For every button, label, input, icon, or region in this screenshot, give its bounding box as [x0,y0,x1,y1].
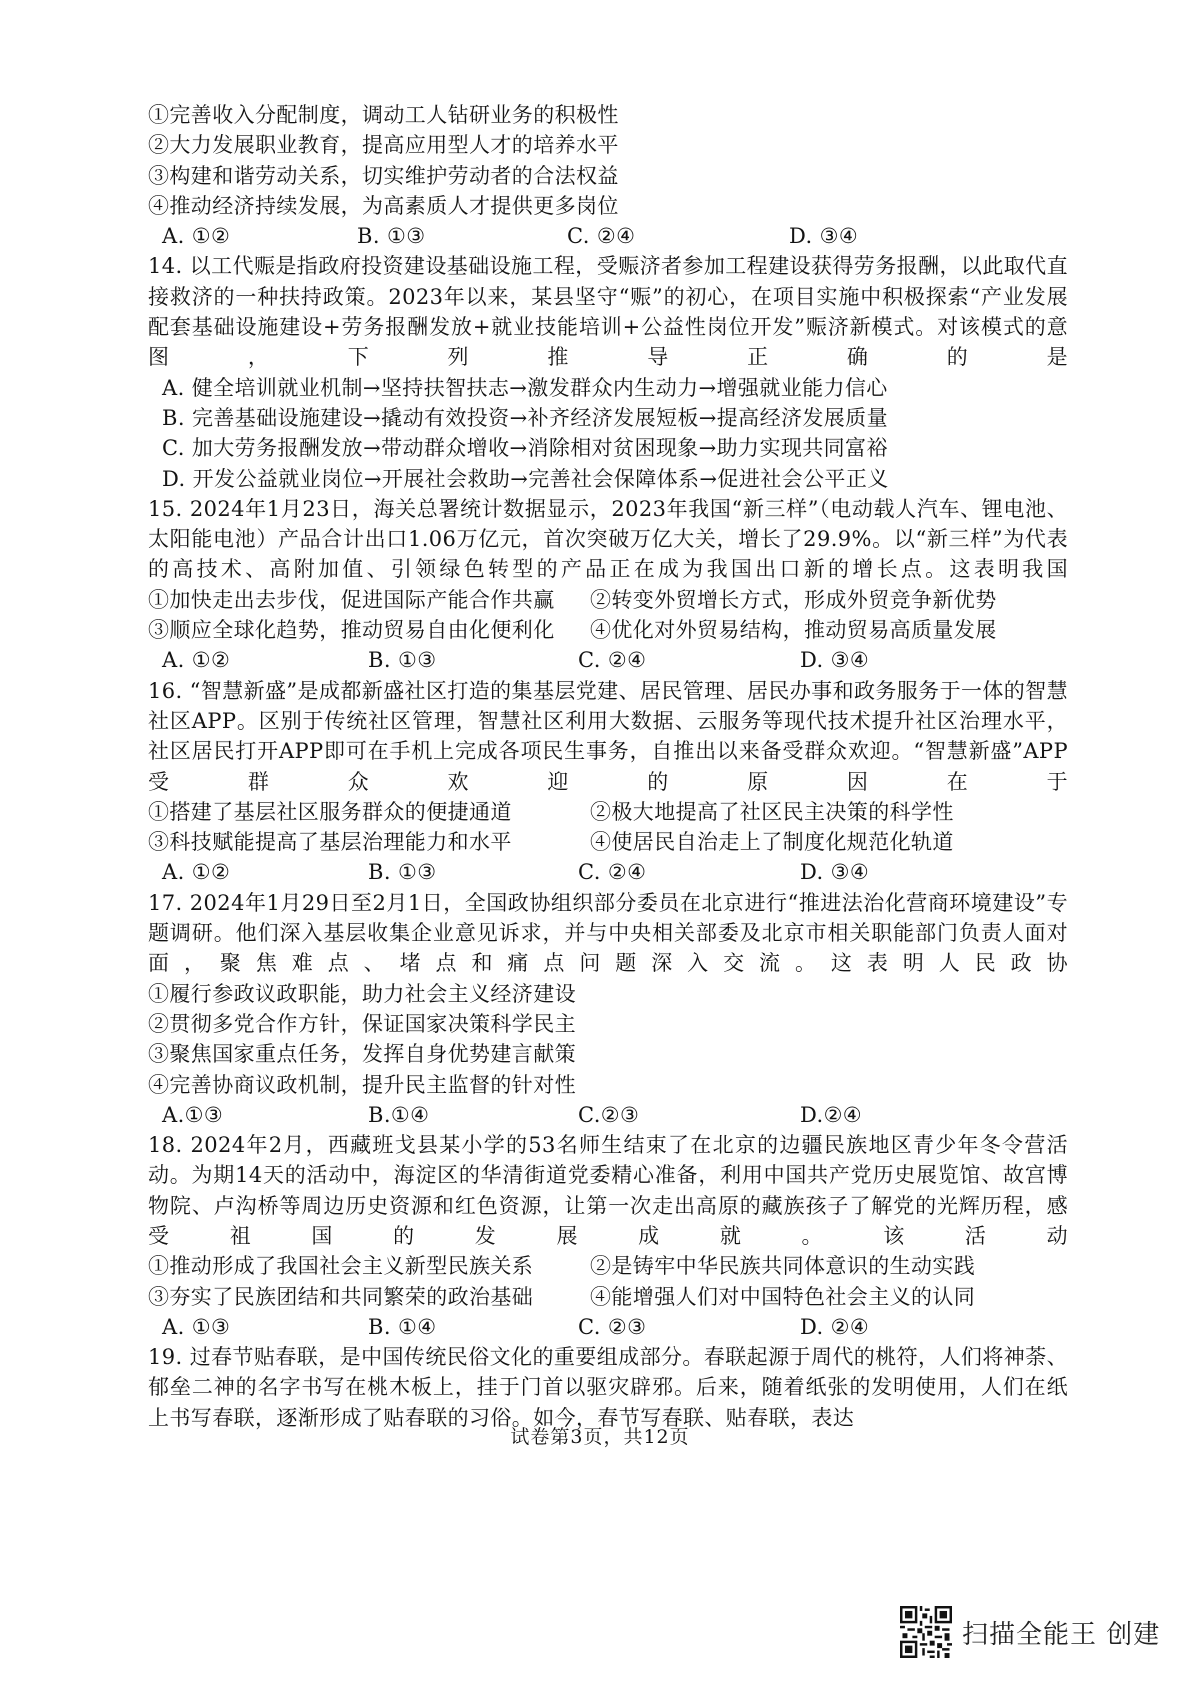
q15-choice-c: C. ②④ [578,648,647,673]
q17-stem: 17. 2024年1月29日至2月1日，全国政协组织部分委员在北京进行“推进法治化营商环境建设”专题调研。他们深入基层收集企业意见诉求，并与中央相关部委及北京市相关职能部门负责人面对面，聚焦难点、堵点和痛点问题深入交流。这表明人民政协 [148,890,1068,976]
q16-items-row-2 [148,827,1068,857]
q15-item-3: ③顺应全球化趋势，推动贸易自由化便利化 [148,618,555,643]
q18-choice-c: C. ②③ [578,1314,647,1339]
q17-item-3: ③聚焦国家重点任务，发挥自身优势建言献策 [148,1042,576,1067]
q18-answer-choices [148,1312,1068,1342]
watermark-text: 扫描全能王 创建 [962,1619,1161,1650]
q17-choice-c: C.②③ [578,1102,640,1127]
q15-choice-d: D. ③④ [800,648,870,673]
q17-item-4: ④完善协商议政机制，提升民主监督的针对性 [148,1072,576,1097]
q19-stem: 19. 过春节贴春联，是中国传统民俗文化的重要组成部分。春联起源于周代的桃符，人们将神荼、郁垒二神的名字书写在桃木板上，挂于门首以驱灾辟邪。后来，随着纸张的发明使用，人们在纸上书写春联，逐渐形成了贴春联的习俗。如今，春节写春联、贴春联，表达 [148,1345,1068,1430]
q13-choice-c: C. ②④ [567,224,636,249]
q16-choice-a: A. ①② [162,860,231,885]
q13-item-1: ①完善收入分配制度，调动工人钻研业务的积极性 [148,103,619,127]
q16-item-4: ④使居民自治走上了制度化规范化轨道 [590,830,954,855]
q18-choice-d: D. ②④ [800,1314,870,1339]
q13-item-2: ②大力发展职业教育，提高应用型人才的培养水平 [148,133,619,158]
q17-answer-choices [148,1100,1068,1130]
q17-item-1: ①履行参政议政职能，助力社会主义经济建设 [148,981,576,1006]
q15-choice-b: B. ①③ [368,648,437,673]
exam-content [148,100,1068,1433]
q16-item-3: ③科技赋能提高了基层治理能力和水平 [148,830,512,855]
q16-choice-c: C. ②④ [578,860,647,885]
q13-answer-choices [148,221,1068,251]
q15-stem: 15. 2024年1月23日，海关总署统计数据显示，2023年我国“新三样”（电动载人汽车、锂电池、太阳能电池）产品合计出口1.06万亿元，首次突破万亿大关，增长了29.9%。以“新三样”为代表的高技术、高附加值、引领绿色转型的产品正在成为我国出口新的增长点。这表明我国 [148,496,1068,582]
q18-stem: 18. 2024年2月，西藏班戈县某小学的53名师生结束了在北京的边疆民族地区青少年冬令营活动。为期14天的活动中，海淀区的华清街道党委精心准备，利用中国共产党历史展览馆、故宫博物院、卢沟桥等周边历史资源和红色资源，让第一次走出高原的藏族孩子了解党的光辉历程，感受祖国的发展成就。该活动 [148,1133,1068,1248]
q13-choice-d: D. ③④ [789,224,859,249]
q18-item-4: ④能增强人们对中国特色社会主义的认同 [590,1284,976,1309]
q15-item-1: ①加快走出去步伐，促进国际产能合作共赢 [148,587,555,612]
q18-item-3: ③夯实了民族团结和共同繁荣的政治基础 [148,1284,534,1309]
q16-items-row-1 [148,797,1068,827]
q15-answer-choices [148,645,1068,675]
q16-choice-b: B. ①③ [368,860,437,885]
page-footer: 试卷第3页，共12页 [510,1426,690,1448]
qr-code-icon [900,1606,952,1658]
scanner-watermark [900,1604,1160,1660]
q18-items-row-2 [148,1282,1068,1312]
q14-option-b: B. 完善基础设施建设→撬动有效投资→补齐经济发展短板→提高经济发展质量 [162,405,888,430]
q18-item-2: ②是铸牢中华民族共同体意识的生动实践 [590,1254,976,1279]
q14-option-c: C. 加大劳务报酬发放→带动群众增收→消除相对贫困现象→助力实现共同富裕 [162,436,888,461]
q15-choice-a: A. ①② [162,648,231,673]
q16-item-2: ②极大地提高了社区民主决策的科学性 [590,799,954,824]
q16-answer-choices [148,857,1068,887]
q15-item-2: ②转变外贸增长方式，形成外贸竞争新优势 [590,587,997,612]
q15-items-row-1 [148,585,1068,615]
q17-choice-d: D.②④ [800,1102,863,1127]
q16-item-1: ①搭建了基层社区服务群众的便捷通道 [148,799,512,824]
q16-stem: 16. “智慧新盛”是成都新盛社区打造的集基层党建、居民管理、居民办事和政务服务于一体的智慧社区APP。区别于传统社区管理，智慧社区利用大数据、云服务等现代技术提升社区治理水平，社区居民打开APP即可在手机上完成各项民生事务，自推出以来备受群众欢迎。“智慧新盛”APP受群众欢迎的原因在于 [148,678,1068,794]
q16-choice-d: D. ③④ [800,860,870,885]
q13-choice-b: B. ①③ [357,224,426,249]
q15-items-row-2 [148,615,1068,645]
q18-items-row-1 [148,1251,1068,1281]
q17-choice-a: A.①③ [162,1102,224,1127]
q18-item-1: ①推动形成了我国社会主义新型民族关系 [148,1254,534,1279]
q15-item-4: ④优化对外贸易结构，推动贸易高质量发展 [590,618,997,643]
q18-choice-b: B. ①④ [368,1314,437,1339]
q18-choice-a: A. ①③ [162,1314,231,1339]
q14-stem: 14. 以工代赈是指政府投资建设基础设施工程，受赈济者参加工程建设获得劳务报酬，以此取代直接救济的一种扶持政策。2023年以来，某县坚守“赈”的初心，在项目实施中积极探索“产业发展配套基础设施建设+劳务报酬发放+就业技能培训+公益性岗位开发”赈济新模式。对该模式的意图，下列推导正确的是 [148,254,1068,370]
q14-option-d: D. 开发公益就业岗位→开展社会救助→完善社会保障体系→促进社会公平正义 [162,466,889,491]
q17-choice-b: B.①④ [368,1102,430,1127]
q13-item-4: ④推动经济持续发展，为高素质人才提供更多岗位 [148,193,619,218]
q13-item-3: ③构建和谐劳动关系，切实维护劳动者的合法权益 [148,163,619,188]
q17-item-2: ②贯彻多党合作方针，保证国家决策科学民主 [148,1011,576,1036]
q13-choice-a: A. ①② [162,224,231,249]
q14-option-a: A. 健全培训就业机制→坚持扶智扶志→激发群众内生动力→增强就业能力信心 [162,375,888,400]
